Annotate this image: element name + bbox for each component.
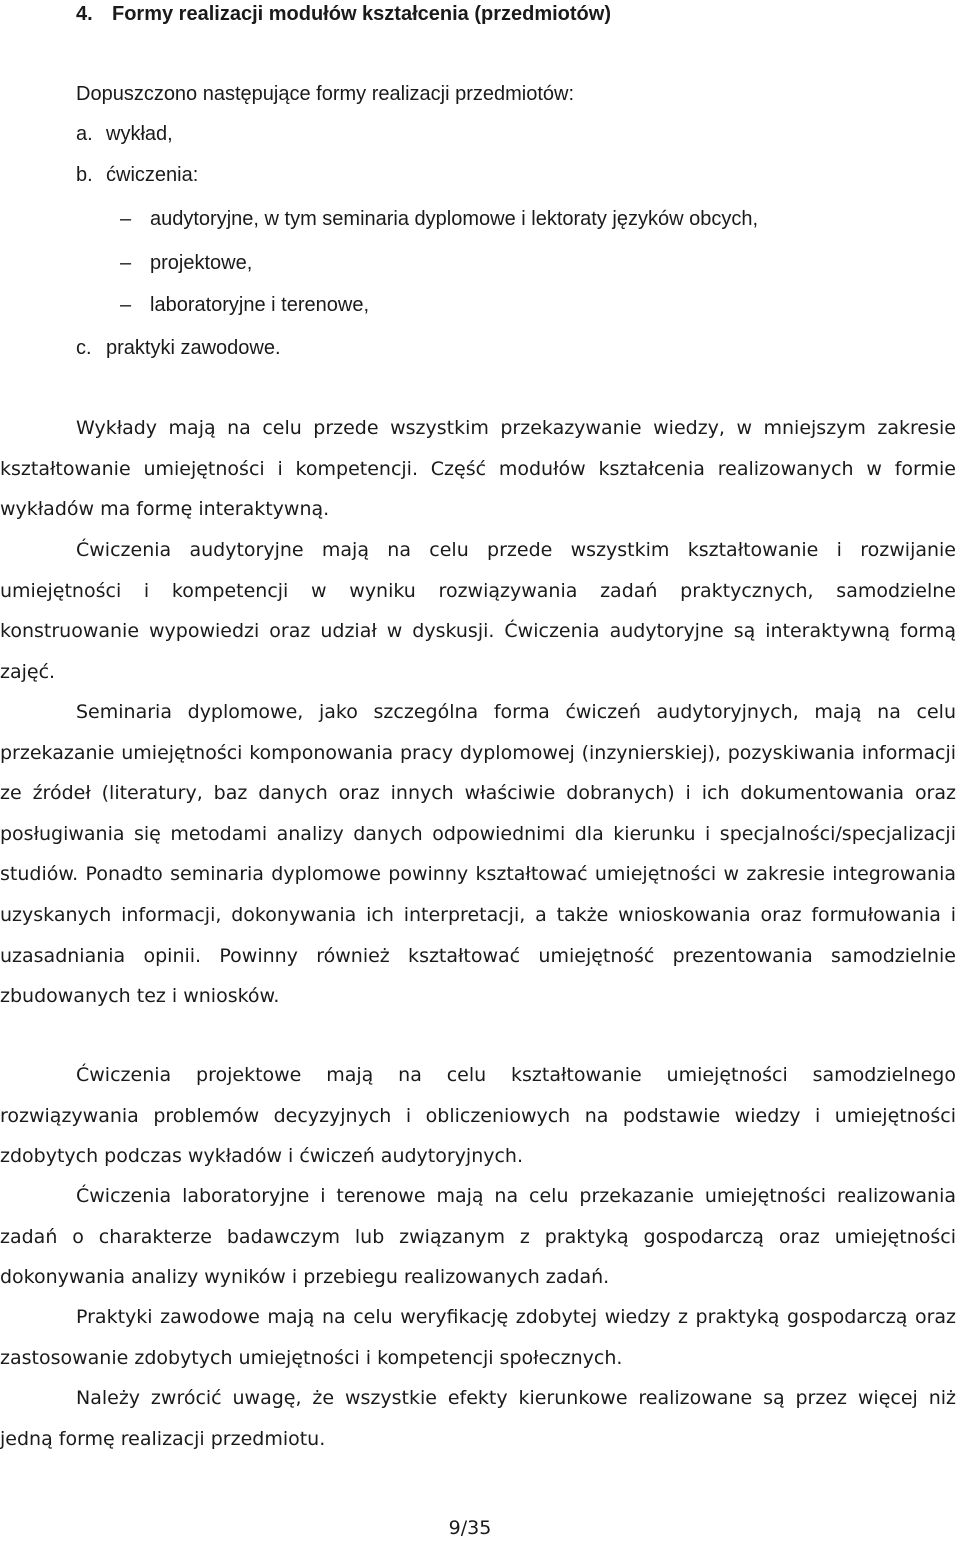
list-marker: c. <box>76 337 92 359</box>
list-marker: – <box>120 252 132 274</box>
paragraph-lectures: Wykłady mają na celu przede wszystkim przekazywanie wiedzy, w mniejszym zakresie kształtowanie umiejętności i kompetencji. Część modułów kształcenia realizowanych w formie wykładów ma formę interaktywną. <box>0 417 956 521</box>
list-item-text: laboratoryjne i terenowe, <box>150 294 370 316</box>
list-item-text: wykład, <box>106 123 173 145</box>
paragraph-auditory-exercises: Ćwiczenia audytoryjne mają na celu przede wszystkim kształtowanie i rozwijanie umiejętności i kompetencji w wyniku rozwiązywania zadań praktycznych, samodzielne konstruowanie wypowiedzi oraz udział w dyskusji. Ćwiczenia audytoryjne są interaktywną formą zajęć. <box>0 539 956 683</box>
list-marker: – <box>120 208 132 230</box>
list-marker: b. <box>76 164 93 186</box>
paragraph-internships: Praktyki zawodowe mają na celu weryfikację zdobytej wiedzy z praktyką gospodarczą oraz zastosowanie zdobytych umiejętności i kompetencji społecznych. <box>0 1306 956 1369</box>
intro-text: Dopuszczono następujące formy realizacji przedmiotów: <box>76 83 575 105</box>
list-subitem <box>120 291 369 319</box>
list-item-text: projektowe, <box>150 252 253 274</box>
list-item-text: audytoryjne, w tym seminaria dyplomowe i lektoraty języków obcych, <box>150 208 759 230</box>
page-number: 9/35 <box>448 1517 492 1539</box>
list-item <box>76 161 198 189</box>
list-subitem <box>120 249 252 277</box>
list-item <box>76 120 173 148</box>
section-heading <box>76 0 611 28</box>
paragraph-laboratory-exercises: Ćwiczenia laboratoryjne i terenowe mają na celu przekazanie umiejętności realizowania zadań o charakterze badawczym lub związanym z praktyką gospodarczą oraz umiejętności dokonywania analizy wyników i przebiegu realizowanych zadań. <box>0 1185 956 1289</box>
list-marker: – <box>120 294 132 316</box>
list-item-text: ćwiczenia: <box>106 164 199 186</box>
paragraph-note: Należy zwrócić uwagę, że wszystkie efekty kierunkowe realizowane są przez więcej niż jedną formę realizacji przedmiotu. <box>0 1387 956 1450</box>
paragraph-diploma-seminars: Seminaria dyplomowe, jako szczególna forma ćwiczeń audytoryjnych, mają na celu przekazanie umiejętności komponowania pracy dyplomowej (inzynierskiej), pozyskiwania informacji ze źródeł (literatury, baz danych oraz innych właściwie dobranych) i ich dokumentowania oraz posługiwania się metodami analizy danych odpowiednimi dla kierunku i specjalności/specjalizacji studiów. Ponadto seminaria dyplomowe powinny kształtować umiejętności w zakresie integrowania uzyskanych informacji, dokonywania ich interpretacji, a także wnioskowania oraz formułowania i uzasadniania opinii. Powinny również kształtować umiejętność prezentowania samodzielnie zbudowanych tez i wniosków. <box>0 701 956 1008</box>
list-subitem <box>120 205 758 233</box>
section-number: 4. <box>76 3 93 25</box>
list-item <box>76 334 281 362</box>
section-title: Formy realizacji modułów kształcenia (przedmiotów) <box>112 3 611 25</box>
list-marker: a. <box>76 123 93 145</box>
paragraph-project-exercises: Ćwiczenia projektowe mają na celu kształtowanie umiejętności samodzielnego rozwiązywania problemów decyzyjnych i obliczeniowych na podstawie wiedzy i umiejętności zdobytych podczas wykładów i ćwiczeń audytoryjnych. <box>0 1064 956 1168</box>
list-item-text: praktyki zawodowe. <box>106 337 281 359</box>
